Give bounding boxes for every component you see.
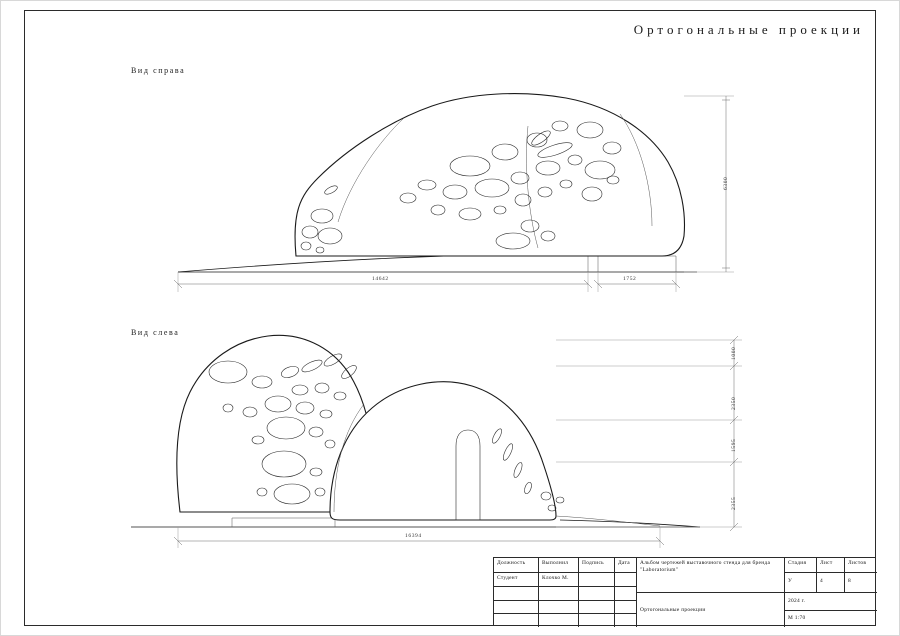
dim-left-width-text: 16394: [405, 533, 422, 539]
dim-left-h1-text: 1000: [731, 346, 737, 360]
tb-header-stage: Стадия: [784, 558, 816, 572]
dim-left-h4-text: 2355: [731, 496, 737, 510]
dim-left-h2-text: 2350: [731, 396, 737, 410]
dim-left-h3-text: 1595: [731, 438, 737, 452]
tb-drawing-name: Ортогональные проекции: [636, 592, 784, 627]
dim-right-width-text: 14642: [372, 276, 389, 282]
tb-row1-signature: [578, 572, 614, 586]
tb-header-signature: Подпись: [578, 558, 614, 572]
tb-row4-signature: [578, 613, 614, 627]
tb-header-done-by: Выполнил: [538, 558, 578, 572]
ext-left-heights: [556, 340, 742, 527]
tb-row4-role: [494, 613, 538, 627]
tb-row4-name: [538, 613, 578, 627]
page-title: Ортогональные проекции: [633, 22, 864, 37]
tb-header-sheet: Лист: [816, 558, 844, 572]
tb-row2-signature: [578, 586, 614, 600]
tb-sheet-value: 4: [816, 572, 844, 592]
view-label-left: Вид слева: [131, 328, 180, 337]
tb-header-sheets: Листов: [844, 558, 877, 572]
plinth-left: [232, 518, 335, 527]
tb-year: 2024 г.: [784, 592, 877, 610]
tail-left: [556, 516, 660, 526]
tb-row1-date: [614, 572, 636, 586]
tb-row3-name: [538, 600, 578, 613]
tb-project-title: Альбом чертежей выставочного стенда для бренда "Laboratorium": [636, 558, 784, 592]
title-block: [493, 557, 876, 626]
tb-row4-date: [614, 613, 636, 627]
dim-right-height-text: 6300: [723, 176, 729, 190]
tb-scale: М 1:70: [784, 610, 877, 627]
tb-row1-role: Студент: [494, 572, 538, 586]
tb-stage-value: У: [784, 572, 816, 592]
tb-sheets-value: 8: [844, 572, 877, 592]
tb-row3-signature: [578, 600, 614, 613]
dim-right-width2-text: 1752: [623, 276, 637, 282]
tb-header-role: Должность: [497, 560, 526, 566]
tb-row1-name: Клочко М.: [538, 572, 578, 586]
tb-row2-role: [494, 586, 538, 600]
tb-header-date: Дата: [614, 558, 636, 572]
view-label-right: Вид справа: [131, 66, 186, 75]
pavilion-outline-left-mass2: [330, 382, 556, 520]
tb-row2-name: [538, 586, 578, 600]
tb-row3-role: [494, 600, 538, 613]
tb-row3-date: [614, 600, 636, 613]
ground-slope-left: [560, 520, 700, 527]
tb-row2-date: [614, 586, 636, 600]
